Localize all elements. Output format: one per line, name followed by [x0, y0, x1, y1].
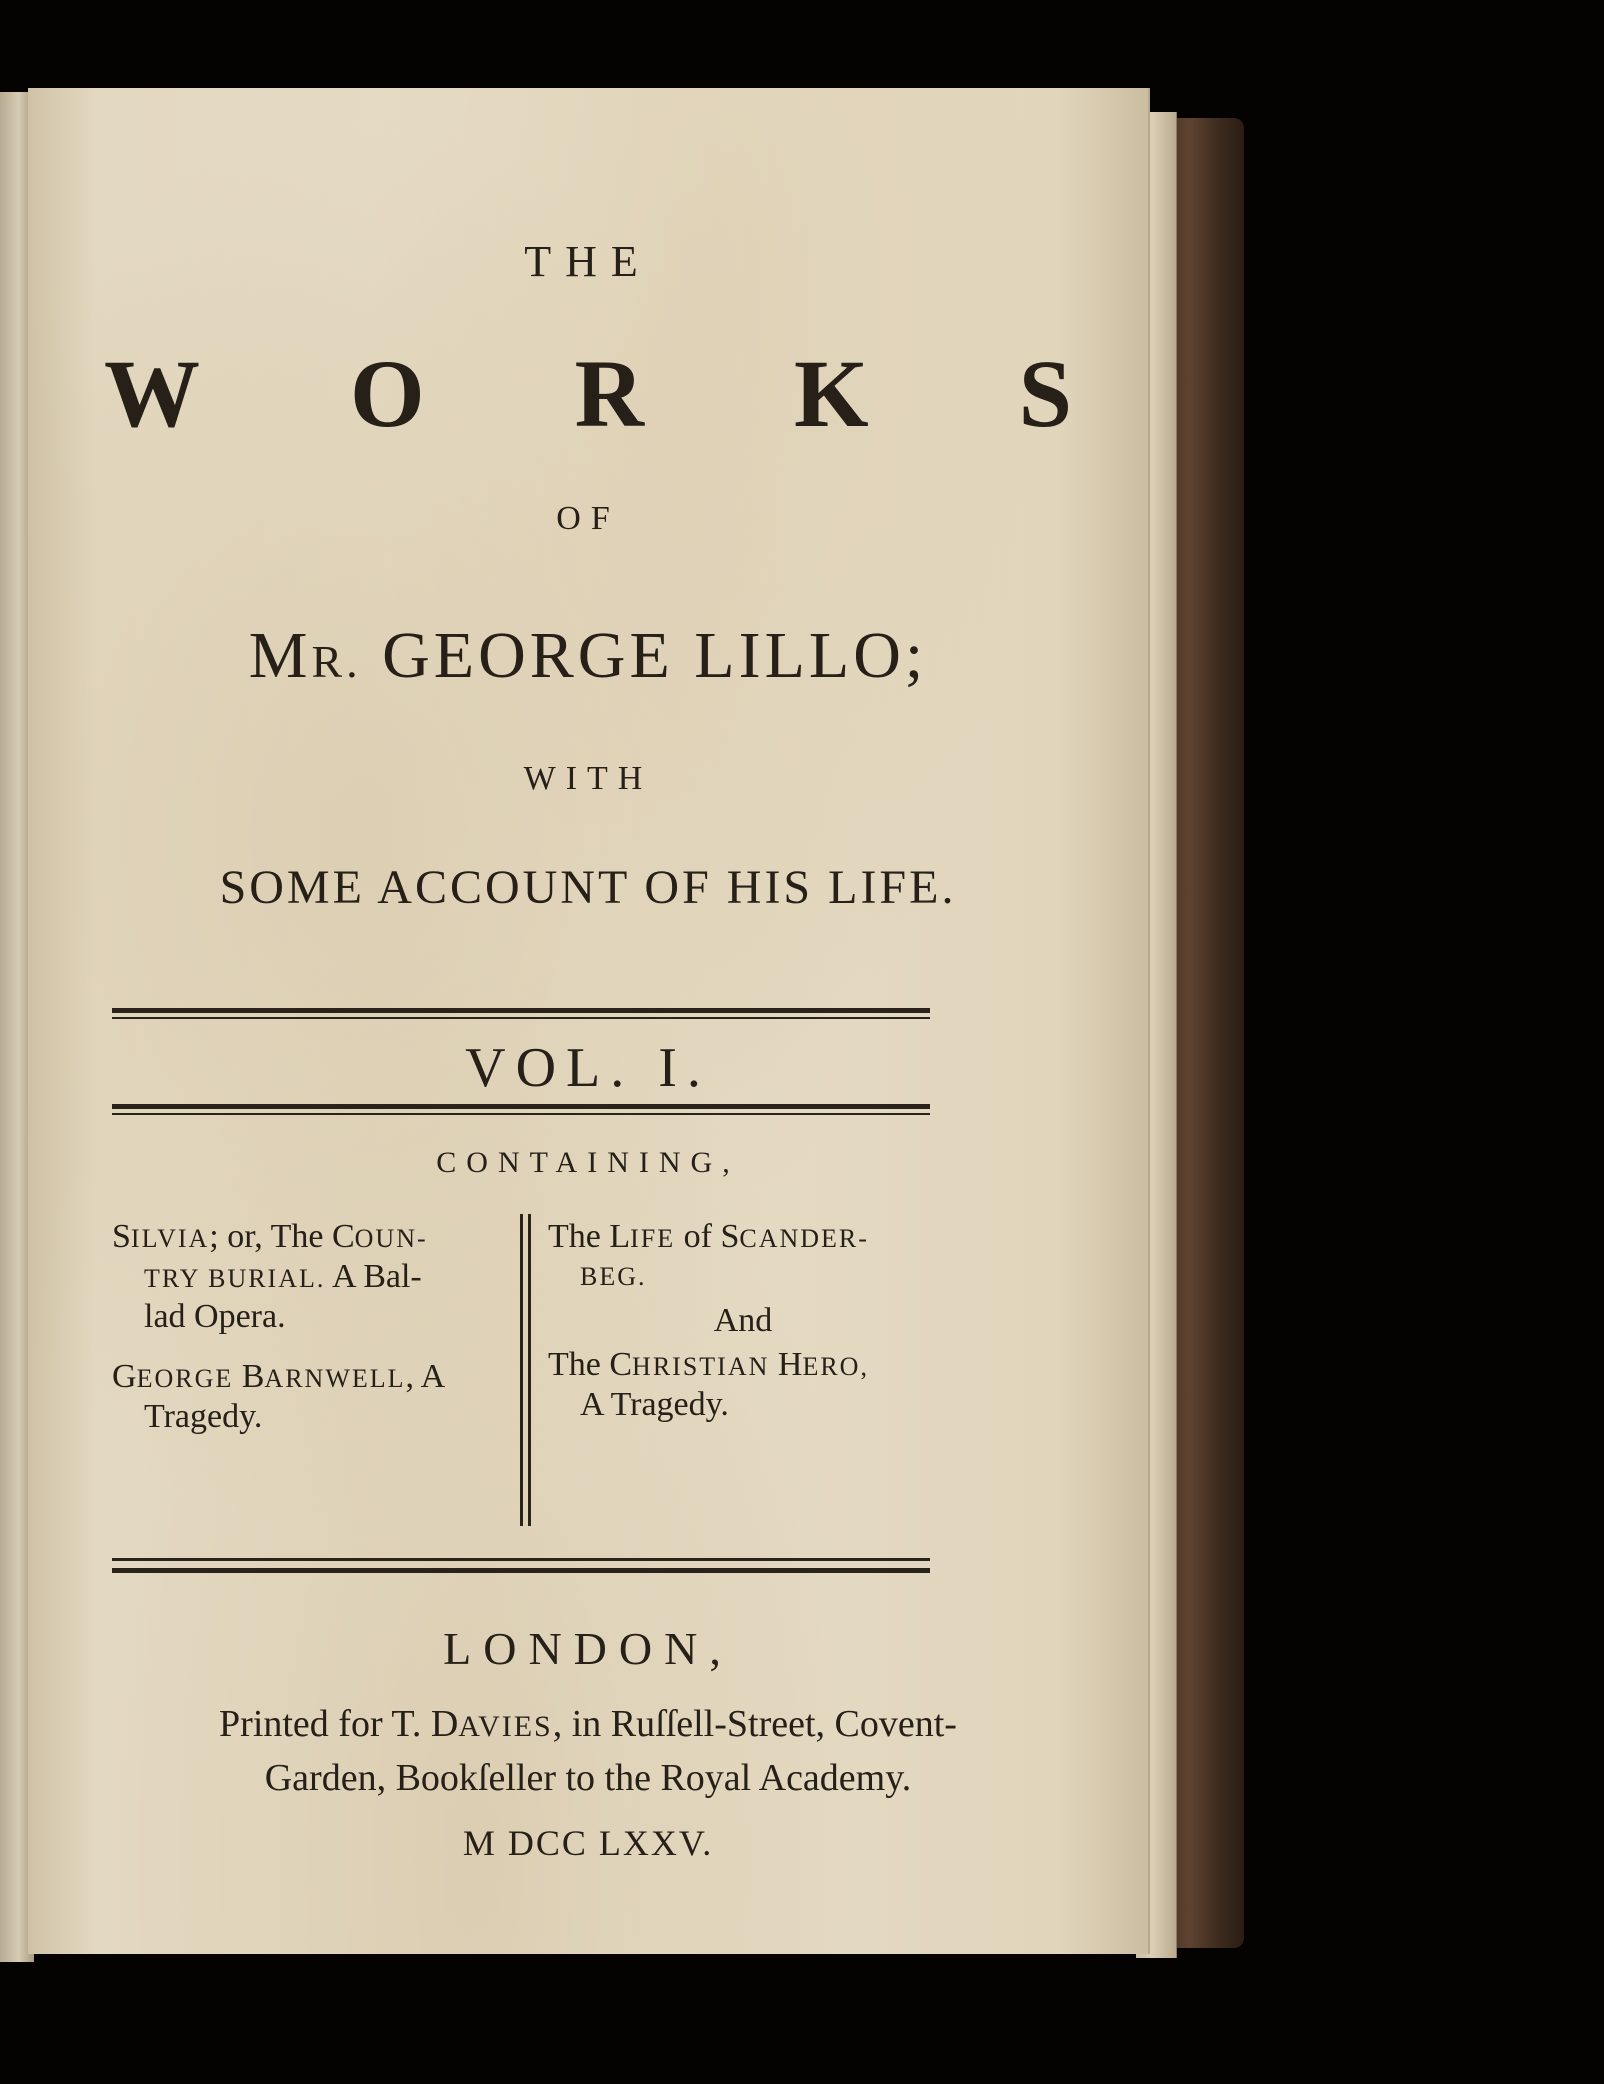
author-prefix-sc: R. [311, 636, 362, 687]
text-run: OUN- [354, 1224, 428, 1253]
contents-item-silvia [112, 1218, 512, 1336]
text-run: of S [675, 1218, 740, 1255]
text-line: BEG. [580, 1262, 647, 1291]
contents-item-scanderbeg [548, 1218, 938, 1296]
text-run: ARNWELL [264, 1364, 406, 1393]
text-run: A Bal- [325, 1258, 422, 1295]
text-run: Printed for T. D [219, 1703, 459, 1745]
text-run: S [112, 1218, 131, 1255]
works-letter: R [574, 340, 644, 447]
works-letter: K [793, 340, 869, 447]
text-run: ILVIA [130, 1224, 210, 1253]
text-run: , in Ruſſell-Street, Covent- [552, 1703, 957, 1745]
text-line: A Tragedy. [580, 1386, 729, 1423]
imprint-printer [28, 1702, 1148, 1746]
text-run: IFE [630, 1224, 676, 1253]
containing-label: CONTAINING, [436, 1146, 740, 1179]
contents-right-column [548, 1218, 938, 1446]
column-divider [528, 1214, 531, 1526]
author-prefix-cap: M [248, 619, 312, 692]
rule-bottom-thick [112, 1568, 930, 1573]
author-name: GEORGE LILLO; [382, 619, 928, 692]
text-line: And [713, 1302, 773, 1339]
contents-item-christian-hero [548, 1346, 938, 1424]
imprint-city: LONDON, [443, 1623, 733, 1674]
text-run: H [769, 1346, 803, 1383]
text-run: , A [405, 1358, 446, 1395]
text-line: Tragedy. [144, 1398, 263, 1435]
rule-top-thick [112, 1008, 930, 1013]
imprint-address: Garden, Bookſeller to the Royal Academy. [264, 1757, 912, 1799]
heading-works [28, 338, 1148, 449]
heading-of: OF [556, 500, 620, 537]
text-run: G [112, 1358, 137, 1395]
author-line [28, 618, 1148, 694]
text-run: ; or, The C [209, 1218, 355, 1255]
text-run: EORGE [136, 1364, 234, 1393]
rule-bottom-thin [112, 1558, 930, 1561]
rule-mid-thin [112, 1113, 930, 1115]
works-letter: O [349, 340, 425, 447]
text-run: CANDER- [739, 1224, 869, 1253]
text-line [112, 1258, 512, 1298]
text-run: ERO, [802, 1352, 869, 1381]
text-run: HRISTIAN [632, 1352, 770, 1381]
imprint-year: M DCC LXXV. [462, 1823, 714, 1863]
contents-and [548, 1302, 938, 1340]
works-letter: S [1018, 340, 1073, 447]
volume-label: VOL. I. [465, 1037, 711, 1099]
contents-left-column [112, 1218, 512, 1458]
rule-mid-thick [112, 1104, 930, 1109]
rule-top-thin [112, 1017, 930, 1019]
text-run: B [233, 1358, 265, 1395]
works-letter: W [103, 340, 200, 447]
column-divider [520, 1214, 523, 1526]
heading-the: THE [524, 237, 652, 286]
text-run: TRY BURIAL. [144, 1264, 326, 1293]
text-line: lad Opera. [144, 1298, 286, 1335]
contents-item-barnwell [112, 1358, 512, 1436]
text-run: The C [548, 1346, 633, 1383]
heading-with: WITH [523, 760, 653, 797]
subtitle-life: SOME ACCOUNT OF HIS LIFE. [219, 861, 957, 914]
text-run: AVIES [458, 1710, 553, 1743]
title-page [28, 88, 1148, 1954]
text-run: The L [548, 1218, 631, 1255]
book-cover-edge [1166, 118, 1244, 1948]
